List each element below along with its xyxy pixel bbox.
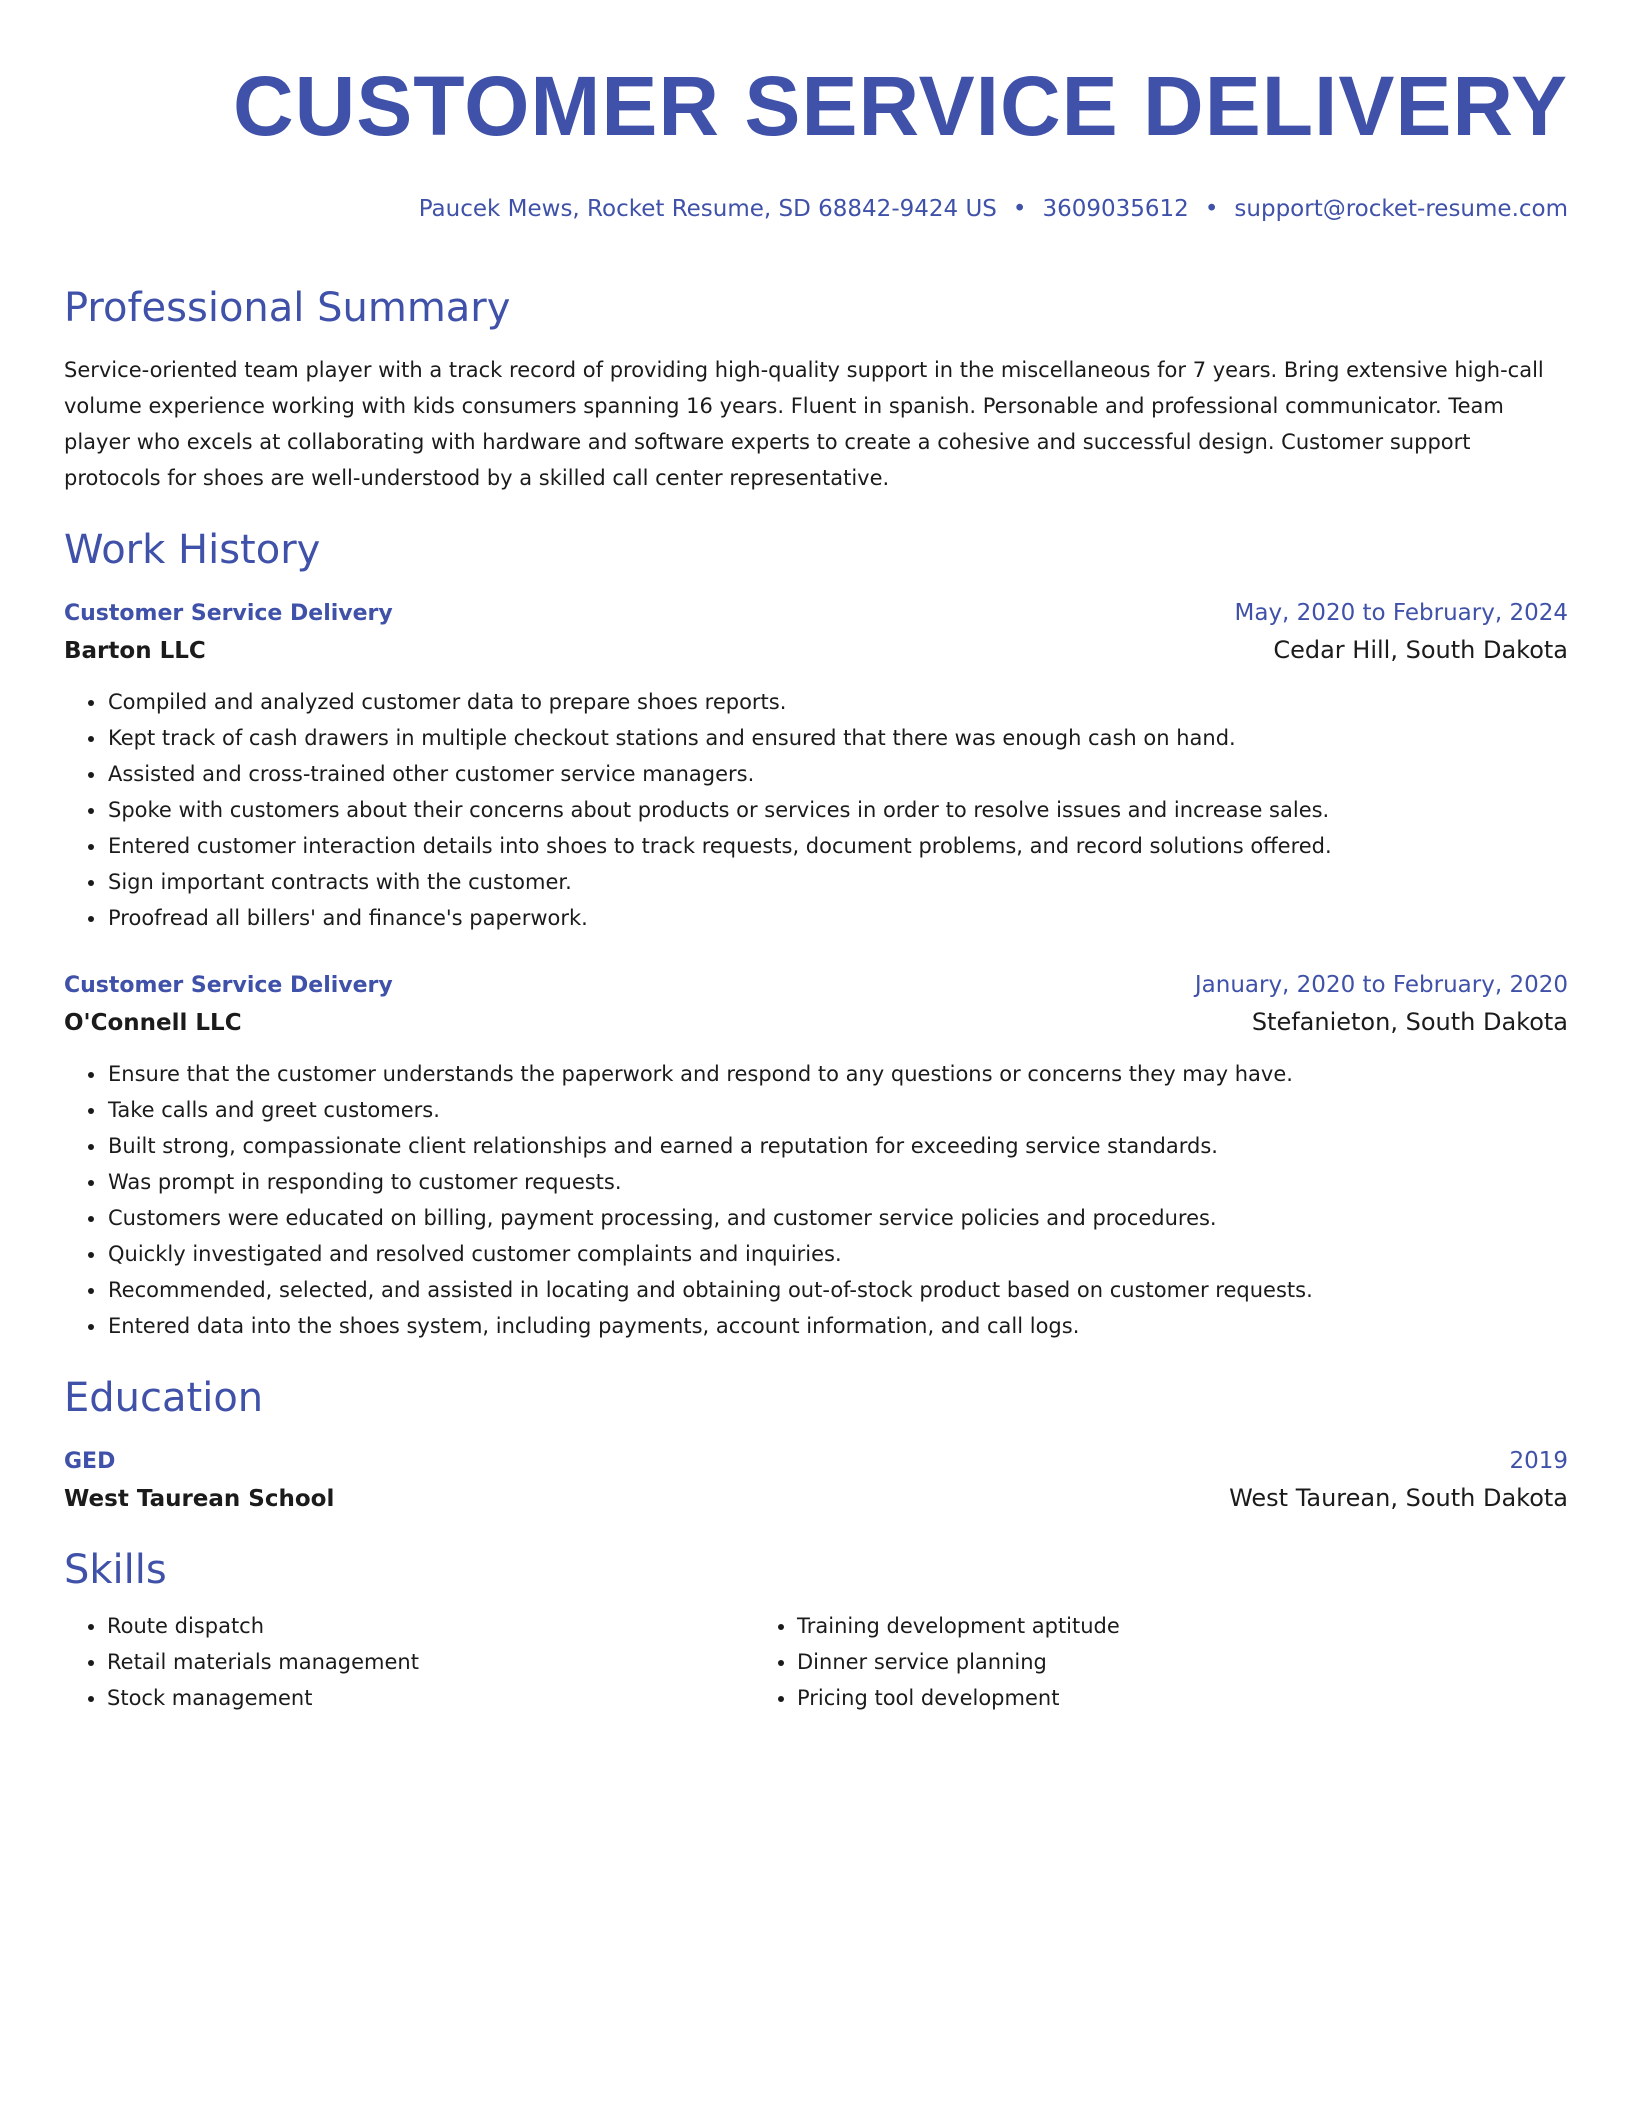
- job-bullet: • Was prompt in responding to customer requests.: [107, 1164, 1568, 1200]
- skill-item: • Training development aptitude: [797, 1608, 1454, 1644]
- skill-item: • Retail materials management: [107, 1644, 754, 1680]
- summary-heading: Professional Summary: [64, 285, 511, 331]
- contact-separator: •: [1012, 196, 1027, 222]
- skills-heading: Skills: [64, 1547, 167, 1593]
- job-bullet: • Proofread all billers' and finance's paperwork.: [107, 900, 1568, 936]
- education-school: West Taurean School: [64, 1486, 335, 1512]
- job-bullets: [64, 1056, 1568, 1344]
- job-role: Customer Service Delivery: [64, 601, 393, 626]
- contact-phone: 3609035612: [1042, 196, 1189, 222]
- job-dates: May, 2020 to February, 2024: [1234, 600, 1568, 626]
- job-dates: January, 2020 to February, 2020: [1194, 972, 1568, 998]
- job-bullet: • Compiled and analyzed customer data to prepare shoes reports.: [107, 684, 1568, 720]
- job-bullet: • Quickly investigated and resolved customer complaints and inquiries.: [107, 1236, 1568, 1272]
- job-entry: [64, 596, 1568, 936]
- education-year: 2019: [1509, 1448, 1568, 1474]
- work-history-heading: Work History: [64, 527, 321, 573]
- job-bullet: • Recommended, selected, and assisted in locating and obtaining out-of-stock product based on customer requests.: [107, 1272, 1568, 1308]
- job-bullet: • Sign important contracts with the customer.: [107, 864, 1568, 900]
- job-entry: [64, 968, 1568, 1344]
- contact-separator: •: [1204, 196, 1219, 222]
- skills-list: [64, 1608, 1568, 1716]
- job-bullet: • Entered customer interaction details into shoes to track requests, document problems, and record solutions offered.: [107, 828, 1568, 864]
- job-bullet: • Ensure that the customer understands the paperwork and respond to any questions or concerns they may have.: [107, 1056, 1568, 1092]
- contact-email: support@rocket-resume.com: [1234, 196, 1568, 222]
- job-bullet: • Take calls and greet customers.: [107, 1092, 1568, 1128]
- contact-address: Paucek Mews, Rocket Resume, SD 68842-9424 US: [418, 196, 997, 222]
- job-bullet: • Built strong, compassionate client relationships and earned a reputation for exceeding service standards.: [107, 1128, 1568, 1164]
- education-entry: [64, 1444, 1568, 1518]
- summary-text: Service-oriented team player with a track record of providing high-quality support in the miscellaneous for 7 years. Bring extensive high-call volume experience working with kids consumers spanning 16 years. Fluent in spanish. Personable and professional communicator. Team player who excels at collaborating with hardware and software experts to create a cohesive and successful design. Customer support protocols for shoes are well-understood by a skilled call center representative.: [64, 358, 1544, 490]
- job-location: Cedar Hill, South Dakota: [1273, 636, 1568, 664]
- job-bullet: • Kept track of cash drawers in multiple checkout stations and ensured that there was enough cash on hand.: [107, 720, 1568, 756]
- job-bullet: • Assisted and cross-trained other customer service managers.: [107, 756, 1568, 792]
- skill-item: • Pricing tool development: [797, 1680, 1454, 1716]
- skill-item: • Dinner service planning: [797, 1644, 1454, 1680]
- job-bullet: • Spoke with customers about their concerns about products or services in order to resolve issues and increase sales.: [107, 792, 1568, 828]
- job-bullets: [64, 684, 1568, 936]
- job-company: O'Connell LLC: [64, 1010, 242, 1036]
- education-heading: Education: [64, 1375, 264, 1421]
- education-location: West Taurean, South Dakota: [1229, 1484, 1568, 1512]
- education-degree: GED: [64, 1449, 116, 1474]
- contact-line: [64, 194, 1568, 224]
- skills-column-left: [64, 1608, 754, 1716]
- job-location: Stefanieton, South Dakota: [1251, 1008, 1568, 1036]
- job-bullet: • Entered data into the shoes system, including payments, account information, and call logs.: [107, 1308, 1568, 1344]
- job-role: Customer Service Delivery: [64, 973, 393, 998]
- resume-name: CUSTOMER SERVICE DELIVERY: [232, 59, 1568, 153]
- job-bullet: • Customers were educated on billing, payment processing, and customer service policies and procedures.: [107, 1200, 1568, 1236]
- skills-column-right: [754, 1608, 1454, 1716]
- skill-item: • Stock management: [107, 1680, 754, 1716]
- job-company: Barton LLC: [64, 638, 206, 664]
- skill-item: • Route dispatch: [107, 1608, 754, 1644]
